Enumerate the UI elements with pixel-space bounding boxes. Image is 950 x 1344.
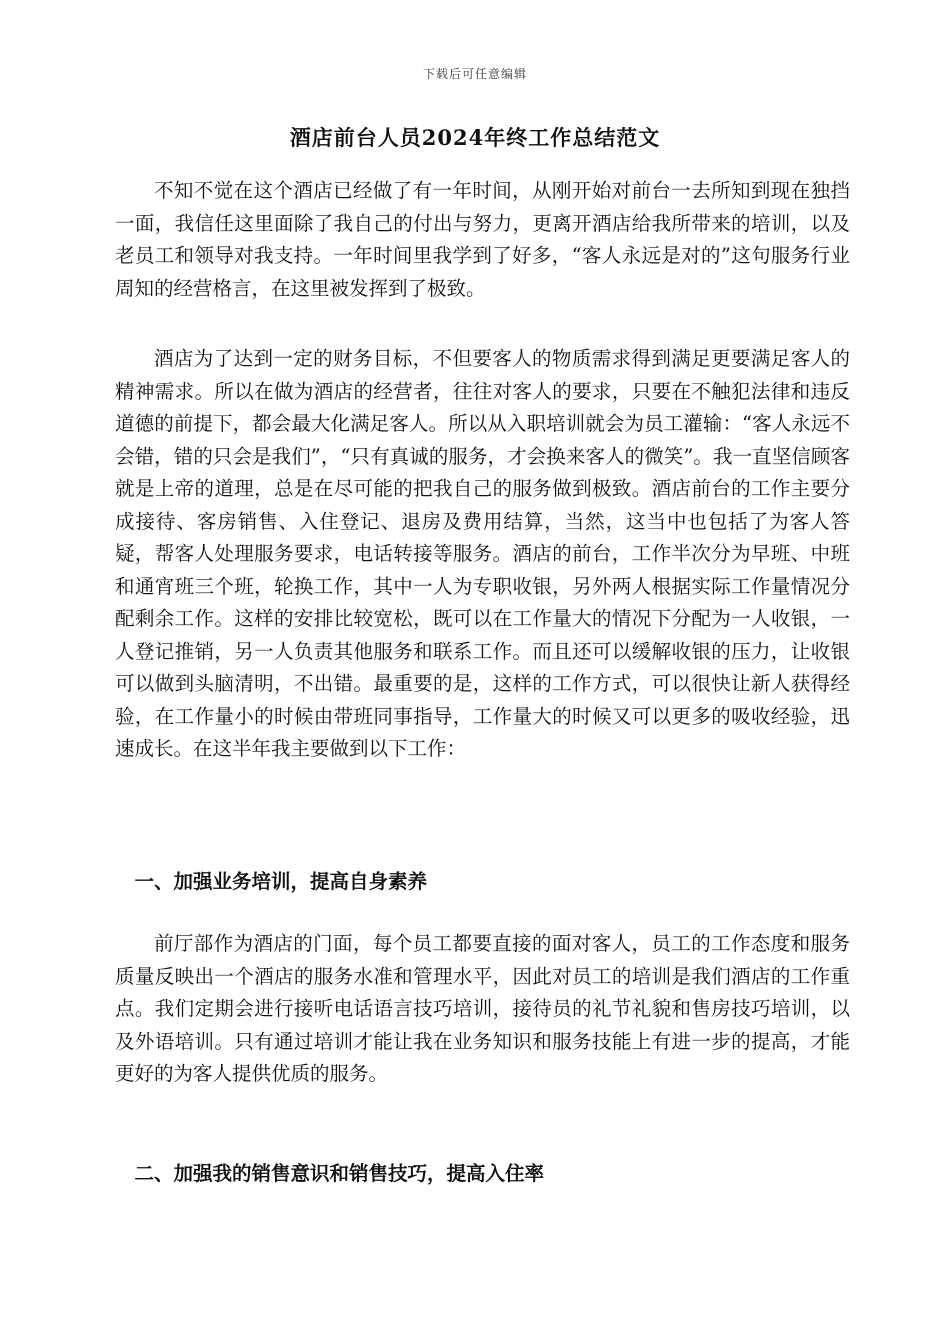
section-heading-training: 一、加强业务培训，提高自身素养 xyxy=(134,870,428,893)
paragraph-intro: 不知不觉在这个酒店已经做了有一年时间，从刚开始对前台一去所知到现在独挡一面，我信任这里面除了我自己的付出与努力，更离开酒店给我所带来的培训，以及老员工和领导对我支持。一年时间里我学到了好多，“客人永远是对的”这句服务行业周知的经营格言，在这里被发挥到了极致。 xyxy=(115,179,850,300)
header-note: 下载后可任意编辑 xyxy=(422,67,527,81)
paragraph-training: 前厅部作为酒店的门面，每个员工都要直接的面对客人，员工的工作态度和服务质量反映出一个酒店的服务水准和管理水平，因此对员工的培训是我们酒店的工作重点。我们定期会进行接听电话语言技巧培训，接待员的礼节礼貌和售房技巧培训，以及外语培训。只有通过培训才能让我在业务知识和服务技能上有进一步的提高，才能更好的为客人提供优质的服务。 xyxy=(115,932,850,1085)
paragraph-front-desk-duties: 酒店为了达到一定的财务目标，不但要客人的物质需求得到满足更要满足客人的精神需求。所以在做为酒店的经营者，往往对客人的要求，只要在不触犯法律和违反道德的前提下，都会最大化满足客人。所以从入职培训就会为员工灌输：“客人永远不会错，错的只会是我们”，“只有真诚的服务，才会换来客人的微笑”。我一直坚信顾客就是上帝的道理，总是在尽可能的把我自己的服务做到极致。酒店前台的工作主要分成接待、客房销售、入住登记、退房及费用结算，当然，这当中也包括了为客人答疑，帮客人处理服务要求，电话转接等服务。酒店的前台，工作半次分为早班、中班和通宵班三个班，轮换工作，其中一人为专职收银，另外两人根据实际工作量情况分配剩余工作。这样的安排比较宽松，既可以在工作量大的情况下分配为一人收银，一人登记推销，另一人负责其他服务和联系工作。而且还可以缓解收银的压力，让收银可以做到头脑清明，不出错。最重要的是，这样的工作方式，可以很快让新人获得经验，在工作量小的时候由带班同事指导，工作量大的时候又可以更多的吸收经验，迅速成长。在这半年我主要做到以下工作： xyxy=(115,347,850,760)
document-title: 酒店前台人员2024年终工作总结范文 xyxy=(289,125,661,150)
section-heading-sales: 二、加强我的销售意识和销售技巧，提高入住率 xyxy=(134,1162,545,1185)
